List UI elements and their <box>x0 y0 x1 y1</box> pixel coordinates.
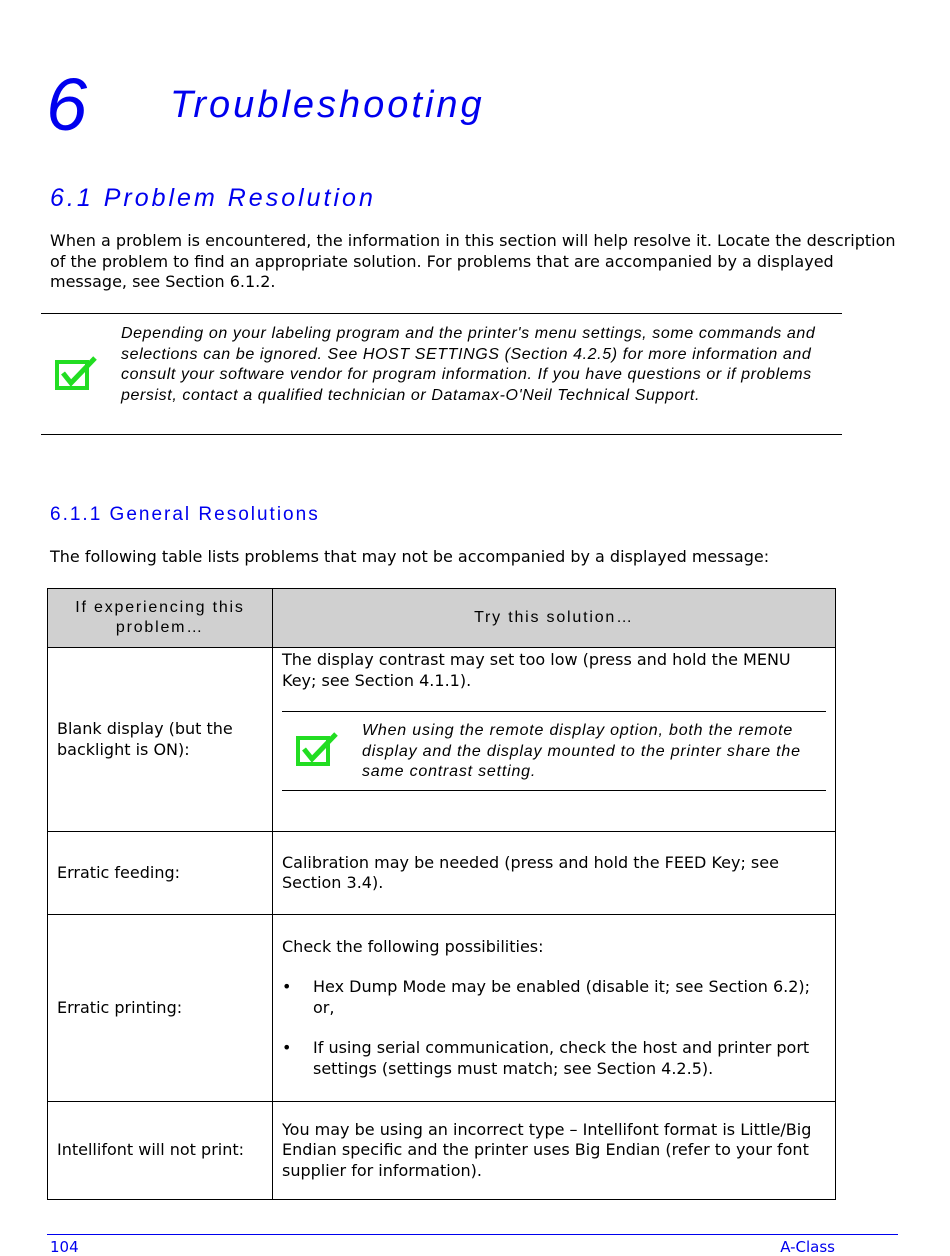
solution-text: Check the following possibilities: <box>282 936 544 956</box>
solution-cell: Calibration may be needed (press and hold the FEED Key; see Section 3.4). <box>273 832 836 915</box>
table-intro: The following table lists problems that may not be accompanied by a displayed message: <box>50 547 770 566</box>
section-title: 6.1 Problem Resolution <box>50 184 376 212</box>
chapter-number: 6 <box>46 63 88 146</box>
table-header-row <box>48 589 836 648</box>
problem-cell: Erratic printing: <box>48 915 273 1102</box>
header-solution: Try this solution… <box>273 589 836 648</box>
solution-text: The display contrast may set too low (press and hold the MENU Key; see Section 4.1.1). <box>282 650 791 690</box>
chapter-title: Troubleshooting <box>170 84 485 126</box>
subsection-title: 6.1.1 General Resolutions <box>50 504 320 525</box>
table-row <box>48 648 836 832</box>
footer-divider <box>47 1234 898 1235</box>
header-problem: If experiencing this problem… <box>48 589 273 648</box>
product-name: A-Class <box>780 1238 835 1256</box>
solution-cell: You may be using an incorrect type – Intellifont format is Little/Big Endian specific and the printer uses Big Endian (refer to your font supplier for information). <box>273 1102 836 1200</box>
inner-note-box <box>282 711 826 791</box>
bullet-list <box>282 977 826 1079</box>
problem-cell: Blank display (but the backlight is ON): <box>48 648 273 832</box>
bullet-text: Hex Dump Mode may be enabled (disable it; see Section 6.2); or, <box>313 977 811 1017</box>
solution-cell <box>273 648 836 832</box>
problem-cell: Erratic feeding: <box>48 832 273 915</box>
note-text: Depending on your labeling program and the printer's menu settings, some commands and selections can be ignored. See HOST SETTINGS (Section 4.2.5) for more information and consult your software vendor for program information. If you have questions or if problems persist, contact a qualified technician or Datamax-O'Neil Technical Support. <box>121 325 816 404</box>
page-number: 104 <box>50 1238 79 1256</box>
bullet-text: If using serial communication, check the host and printer port settings (settings must match; see Section 4.2.5). <box>313 1038 810 1078</box>
table-row <box>48 915 836 1102</box>
bullet-icon: • <box>282 977 292 997</box>
checkmark-note-icon <box>296 732 338 772</box>
table-row <box>48 832 836 915</box>
troubleshooting-table <box>47 588 836 1200</box>
note-box <box>41 313 842 435</box>
list-item <box>282 1038 826 1079</box>
checkmark-note-icon <box>55 356 97 394</box>
table-row <box>48 1102 836 1200</box>
list-item <box>282 977 826 1018</box>
inner-note-text: When using the remote display option, both the remote display and the display mounted to the printer share the same contrast setting. <box>362 722 801 780</box>
problem-cell: Intellifont will not print: <box>48 1102 273 1200</box>
solution-cell <box>273 915 836 1102</box>
bullet-icon: • <box>282 1038 292 1058</box>
section-intro: When a problem is encountered, the information in this section will help resolve it. Locate the description of the problem to find an appropriate solution. For problems that are accompanied by a displayed message, see Section 6.1.2. <box>50 231 896 291</box>
